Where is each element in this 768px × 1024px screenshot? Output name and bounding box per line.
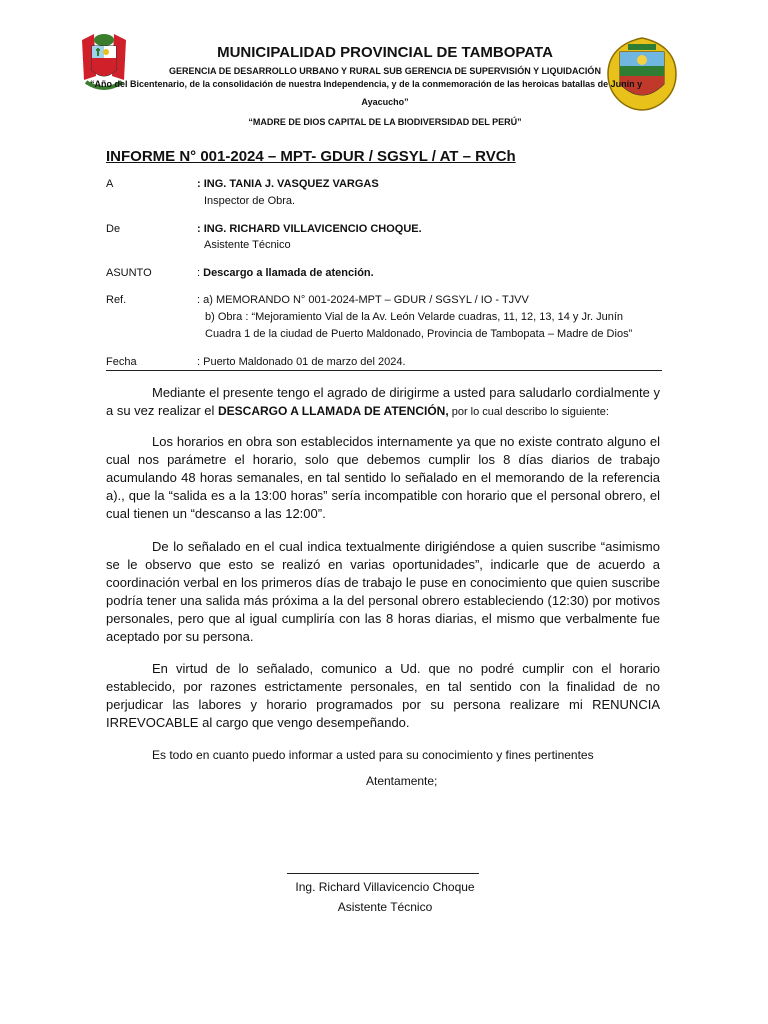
year-slogan: “Año del Bicentenario, de la consolidación de nuestra Independencia, y de la conmemoración de las heroicas batallas de Junín y <box>90 79 643 89</box>
year-slogan-continued: Ayacucho” <box>361 97 409 107</box>
paragraph-closing: Es todo en cuanto puedo informar a usted para su conocimiento y fines pertinentes <box>152 748 594 762</box>
subject-value: Descargo a llamada de atención. <box>203 267 374 279</box>
to-name: : ING. TANIA J. VASQUEZ VARGAS <box>197 178 379 190</box>
from-name: : ING. RICHARD VILLAVICENCIO CHOQUE. <box>197 223 422 235</box>
intro-emphasis: DESCARGO A LLAMADA DE ATENCIÓN, <box>218 404 449 418</box>
reference-a: : a) MEMORANDO N° 001-2024-MPT – GDUR / SGSYL / IO - TJVV <box>197 294 529 306</box>
paragraph-intro <box>106 384 660 421</box>
to-role: Inspector de Obra. <box>204 195 296 207</box>
paragraph-observation: De lo señalado en el cual indica textualmente dirigiéndose a quien suscribe “asimismo se le observo que esto se realizó en varias oportunidades”, indicarle que de acuerdo a coordinación verbal en los primeros días de trabajo le puse en conocimiento que quien suscribe podría tener una salida más próxima a la del personal obrero estableciendo (12:30) por motivos personales, pero que al igual cumpliría con las 8 horas diarias, el mismo que verbalmente fue aceptado por su persona. <box>106 539 660 644</box>
paragraph-schedule: Los horarios en obra son establecidos internamente ya que no existe contrato alguno el cual nos parámetre el horario, solo que debemos cumplir los 8 días diarios de trabajo acumulando 48 horas semanales, en tal sentido lo señalado en el memorando de la referencia a)., que la “salida es a la 13:00 horas” sería incompatible con horario que el personal obrero, el cual tienen un “descanso a las 12:00”. <box>106 434 660 521</box>
department-subtitle: GERENCIA DE DESARROLLO URBANO Y RURAL SUB GERENCIA DE SUPERVISIÓN Y LIQUIDACIÓN <box>169 66 601 76</box>
reference-b-line1: b) Obra : “Mejoramiento Vial de la Av. León Velarde cuadras, 11, 12, 13, 14 y Jr. Junín <box>205 311 624 323</box>
intro-text: Mediante el presente tengo el agrado de dirigirme a usted para saludarlo cordialmente y a su vez realizar el <box>106 385 660 418</box>
date-label: Fecha <box>106 356 137 368</box>
municipality-title: MUNICIPALIDAD PROVINCIAL DE TAMBOPATA <box>217 44 553 61</box>
header-divider <box>106 370 662 371</box>
to-label: A <box>106 178 114 190</box>
signature-line <box>287 873 479 874</box>
paragraph-resignation: En virtud de lo señalado, comunico a Ud. que no podré cumplir con el horario establecido, por razones estrictamente personales, en tal sentido con la finalidad de no perjudicar las labores y horario programados por su persona realizare mi RENUNCIA IRREVOCABLE al cargo que vengo desempeñando. <box>106 661 660 730</box>
closing-salutation: Atentamente; <box>366 774 438 788</box>
subject-label: ASUNTO <box>106 267 152 279</box>
date-value: : Puerto Maldonado 01 de marzo del 2024. <box>197 356 406 368</box>
reference-label: Ref. <box>106 294 127 306</box>
subject-line <box>197 267 374 279</box>
report-title: INFORME N° 001-2024 – MPT- GDUR / SGSYL / AT – RVCh <box>106 148 516 165</box>
from-label: De <box>106 223 121 235</box>
reference-b-line2: Cuadra 1 de la ciudad de Puerto Maldonado, Provincia de Tambopata – Madre de Dios” <box>205 328 633 340</box>
signer-name: Ing. Richard Villavicencio Choque <box>295 880 475 894</box>
from-role: Asistente Técnico <box>204 239 291 251</box>
signer-role: Asistente Técnico <box>337 900 433 914</box>
subject-colon: : <box>197 267 204 279</box>
regional-motto: “MADRE DE DIOS CAPITAL DE LA BIODIVERSIDAD DEL PERÚ” <box>248 117 522 127</box>
intro-ending: por lo cual describo lo siguiente: <box>448 406 609 418</box>
